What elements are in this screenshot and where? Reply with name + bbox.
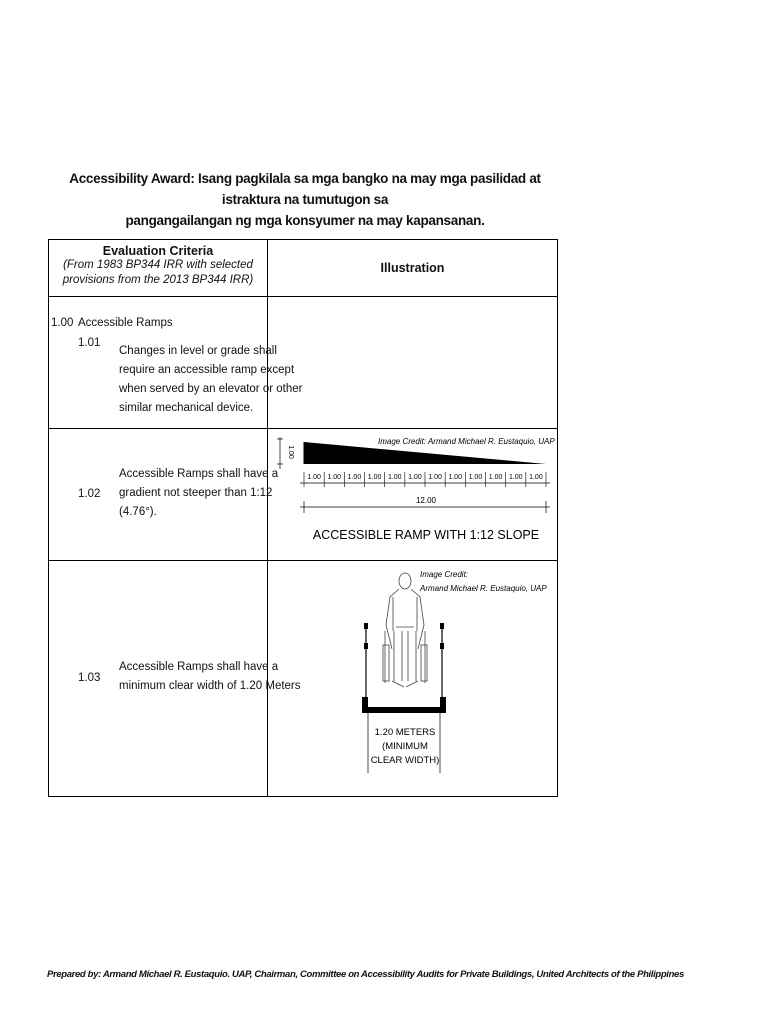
table-row — [49, 561, 558, 797]
criteria-cell — [49, 561, 301, 797]
segment-label: 1.00 — [387, 474, 402, 481]
criterion-text-line: Accessible Ramps shall have a — [119, 661, 279, 673]
clear-width-caption-line: CLEAR WIDTH) — [370, 755, 440, 766]
handrail-left — [364, 623, 368, 697]
segment-label: 1.00 — [428, 474, 442, 481]
criterion-text-line: similar mechanical device. — [119, 402, 254, 414]
criteria-header-sub2: provisions from the 2013 BP344 IRR) — [62, 274, 254, 286]
clear-width-caption-line: 1.20 METERS — [374, 727, 436, 738]
segment-label: 1.00 — [408, 474, 422, 481]
illustration-cell — [268, 429, 558, 561]
segment-label: 1.00 — [347, 474, 362, 481]
image-credit: Image Credit: Armand Michael R. Eustaquio, UAP — [378, 437, 555, 446]
segment-label: 1.00 — [488, 474, 503, 481]
ramp-slope-diagram — [268, 429, 558, 561]
section-number: 1.00 — [51, 317, 74, 329]
criterion-text-line: Changes in level or grade shall — [119, 345, 277, 357]
image-credit-line-2: Armand Michael R. Eustaquio, UAP — [420, 584, 547, 593]
clear-width-caption-line: (MINIMUM — [382, 741, 428, 752]
handrail-right — [440, 623, 444, 697]
criterion-text — [119, 342, 303, 418]
criterion-number: 1.01 — [78, 337, 101, 349]
criterion-text-line: require an accessible ramp except — [119, 364, 295, 376]
clear-width-diagram — [268, 561, 558, 797]
segment-label: 1.00 — [367, 474, 382, 481]
criterion-text-line: Accessible Ramps shall have a — [119, 468, 279, 480]
illustration-cell — [268, 561, 558, 797]
evaluation-table — [48, 239, 558, 797]
criterion-number: 1.03 — [78, 672, 101, 684]
segment-label: 1.00 — [327, 474, 342, 481]
document-title — [40, 168, 570, 231]
illustration-cell-empty — [268, 297, 558, 429]
document-footer: Prepared by: Armand Michael R. Eustaquio. UAP, Chairman, Committee on Accessibility Audits for Private Buildings, United Architects of the Philippines — [47, 969, 684, 980]
criteria-cell — [49, 297, 303, 429]
table-row — [49, 297, 558, 429]
criterion-text-line: (4.76°). — [119, 506, 157, 518]
image-credit-line-1: Image Credit: — [420, 570, 469, 579]
section-title: Accessible Ramps — [78, 317, 173, 329]
criterion-text-line: minimum clear width of 1.20 Meters — [119, 680, 301, 692]
criterion-number: 1.02 — [78, 488, 101, 500]
criteria-header-title: Evaluation Criteria — [102, 244, 214, 258]
segment-label: 1.00 — [529, 474, 543, 481]
segment-label: 1.00 — [508, 474, 523, 481]
criteria-header-sub1: (From 1983 BP344 IRR with selected — [63, 259, 253, 271]
table-row — [49, 429, 558, 561]
total-length-label: 12.00 — [415, 496, 437, 505]
title-line-2: pangangailangan ng mga konsyumer na may kapansanan. — [125, 213, 485, 228]
ramp-section — [362, 697, 446, 713]
criterion-text — [119, 658, 301, 696]
segment-label: 1.00 — [448, 474, 463, 481]
criterion-text — [119, 465, 279, 522]
criteria-header — [49, 240, 268, 297]
criteria-cell — [49, 429, 279, 561]
table-header-row — [49, 240, 558, 297]
criterion-text-line: gradient not steeper than 1:12 — [119, 487, 273, 499]
criterion-text-line: when served by an elevator or other — [119, 383, 303, 395]
segment-label: 1.00 — [307, 474, 321, 481]
title-line-1: Accessibility Award: Isang pagkilala sa mga bangko na may mga pasilidad at istraktura na tumutugon sa — [69, 171, 541, 207]
rise-label: 1.00 — [287, 445, 294, 459]
ramp-caption: ACCESSIBLE RAMP WITH 1:12 SLOPE — [312, 528, 540, 542]
segment-label: 1.00 — [468, 474, 483, 481]
illustration-header: Illustration — [268, 240, 558, 297]
